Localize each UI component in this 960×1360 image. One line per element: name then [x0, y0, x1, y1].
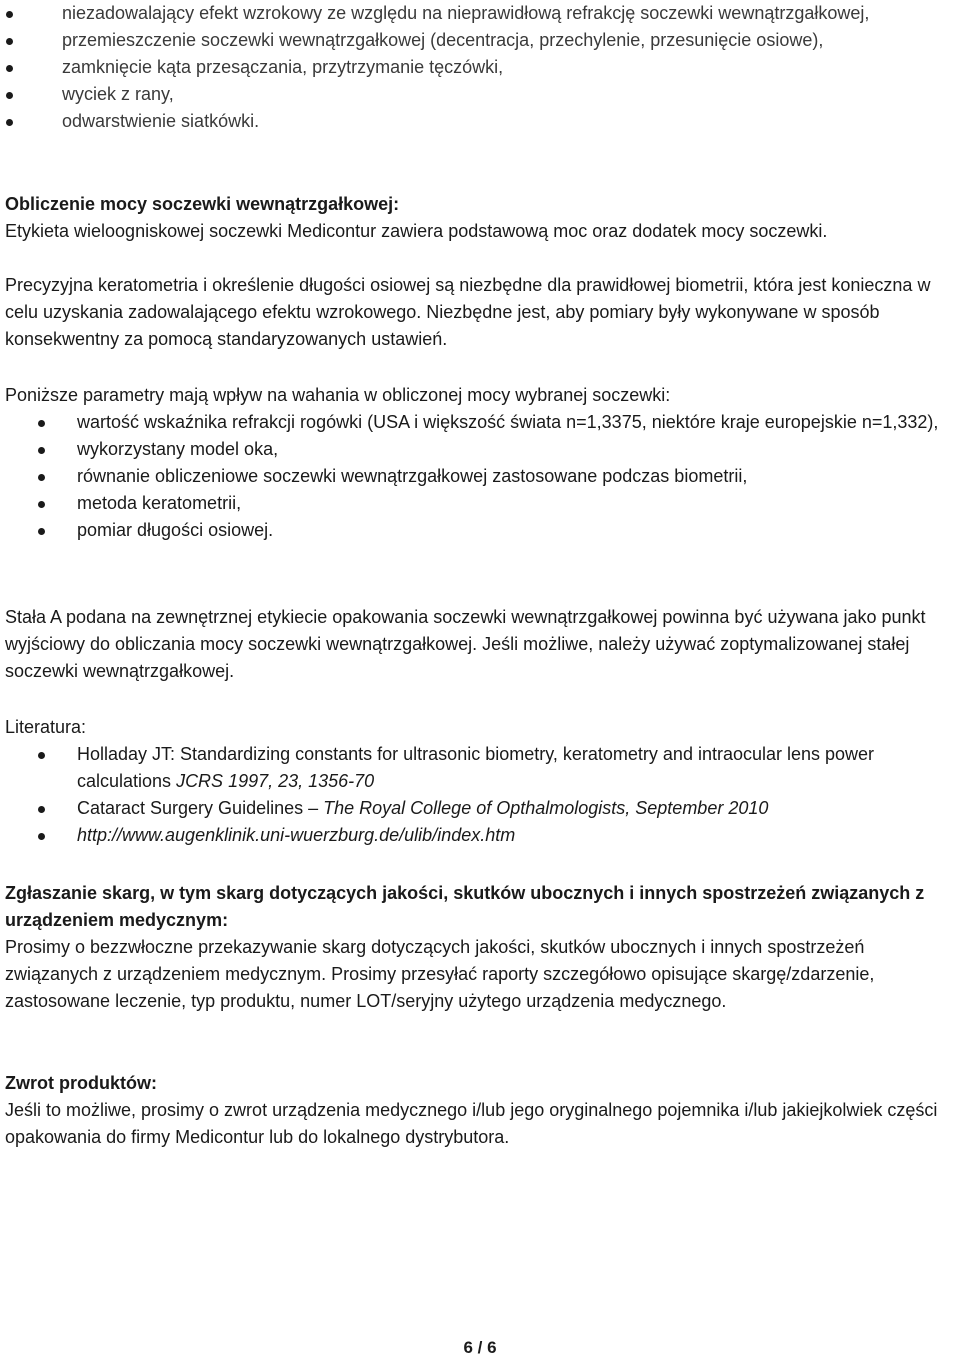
- reference-link[interactable]: http://www.augenklinik.uni-wuerzburg.de/ulib/index.htm: [77, 825, 516, 845]
- list-item: Holladay JT: Standardizing constants for ultrasonic biometry, keratometry and intraocular lens power calculations JCRS 1997, 23, 1356-70: [0, 741, 955, 795]
- bullet-icon: [38, 833, 45, 840]
- bullet-icon: [38, 806, 45, 813]
- bullet-icon: [38, 447, 45, 454]
- list-item[interactable]: [0, 822, 955, 849]
- list-item: pomiar długości osiowej.: [0, 517, 955, 544]
- list-item: wartość wskaźnika refrakcji rogówki (USA i większość świata n=1,3375, niektóre kraje europejskie n=1,332),: [0, 409, 955, 436]
- complaints-section: [5, 880, 955, 1015]
- section-heading: Zgłaszanie skarg, w tym skarg dotyczących jakości, skutków ubocznych i innych spostrzeżeń związanych z urządzeniem medycznym:: [5, 883, 925, 930]
- section-heading: Zwrot produktów:: [5, 1073, 157, 1093]
- section-text: Etykieta wieloogniskowej soczewki Medicontur zawiera podstawową moc oraz dodatek mocy soczewki.: [5, 221, 828, 241]
- list-item: równanie obliczeniowe soczewki wewnątrzgałkowej zastosowane podczas biometrii,: [0, 463, 955, 490]
- list-item: metoda keratometrii,: [0, 490, 955, 517]
- paragraph-text: Precyzyjna keratometria i określenie długości osiowej są niezbędne dla prawidłowej biometrii, która jest konieczna w celu uzyskania zadowalającego efektu wzrokowego.: [5, 275, 931, 322]
- bullet-icon: [6, 92, 13, 99]
- keratometry-paragraph: [5, 272, 955, 353]
- bullet-icon: [38, 501, 45, 508]
- literature-list: [0, 741, 955, 849]
- list-item: wykorzystany model oka,: [0, 436, 955, 463]
- page-number: 6 / 6: [463, 1338, 497, 1357]
- complications-list: [0, 0, 960, 135]
- list-item: odwarstwienie siatkówki.: [0, 108, 960, 135]
- bullet-icon: [38, 420, 45, 427]
- lens-power-section: [5, 191, 955, 245]
- a-constant-paragraph: Stała A podana na zewnętrznej etykiecie opakowania soczewki wewnątrzgałkowej powinna być używana jako punkt wyjściowy do obliczania mocy soczewki wewnątrzgałkowej. Jeśli możliwe, należy używać zoptymalizowanej stałej soczewki wewnątrzgałkowej.: [5, 607, 926, 681]
- bullet-icon: [6, 11, 13, 18]
- section-text: Jeśli to możliwe, prosimy o zwrot urządzenia medycznego i/lub jego oryginalnego pojemnika i/lub jakiejkolwiek części opakowania do firmy Medicontur lub do lokalnego dystrybutora.: [5, 1100, 938, 1147]
- list-item: niezadowalający efekt wzrokowy ze względu na nieprawidłową refrakcję soczewki wewnątrzgałkowej,: [0, 0, 960, 27]
- literature-heading: Literatura:: [5, 717, 87, 737]
- list-item: przemieszczenie soczewki wewnątrzgałkowej (decentracja, przechylenie, przesunięcie osiowe),: [0, 27, 960, 54]
- list-item: wyciek z rany,: [0, 81, 960, 108]
- bullet-icon: [6, 38, 13, 45]
- section-heading: Obliczenie mocy soczewki wewnątrzgałkowej:: [5, 194, 400, 214]
- returns-section: [5, 1070, 955, 1151]
- bullet-icon: [38, 752, 45, 759]
- bullet-icon: [6, 119, 13, 126]
- parameters-intro: Poniższe parametry mają wpływ na wahania w obliczonej mocy wybranej soczewki:: [5, 385, 671, 405]
- list-item: zamknięcie kąta przesączania, przytrzymanie tęczówki,: [0, 54, 960, 81]
- paragraph-text: Niezbędne jest, aby pomiary były wykonywane w sposób konsekwentny za pomocą standaryzowanych ustawień.: [5, 302, 880, 349]
- parameters-list: [0, 409, 955, 544]
- section-text: Prosimy o bezzwłoczne przekazywanie skarg dotyczących jakości, skutków ubocznych i innych spostrzeżeń związanych z urządzeniem medycznym. Prosimy przesyłać raporty szczegółowo opisujące skargę/zdarzenie, zastosowane leczenie, typ produktu, numer LOT/seryjny użytego urządzenia medycznego.: [5, 937, 875, 1011]
- list-item: Cataract Surgery Guidelines – The Royal College of Opthalmologists, September 2010: [0, 795, 955, 822]
- bullet-icon: [38, 474, 45, 481]
- bullet-icon: [38, 528, 45, 535]
- bullet-icon: [6, 65, 13, 72]
